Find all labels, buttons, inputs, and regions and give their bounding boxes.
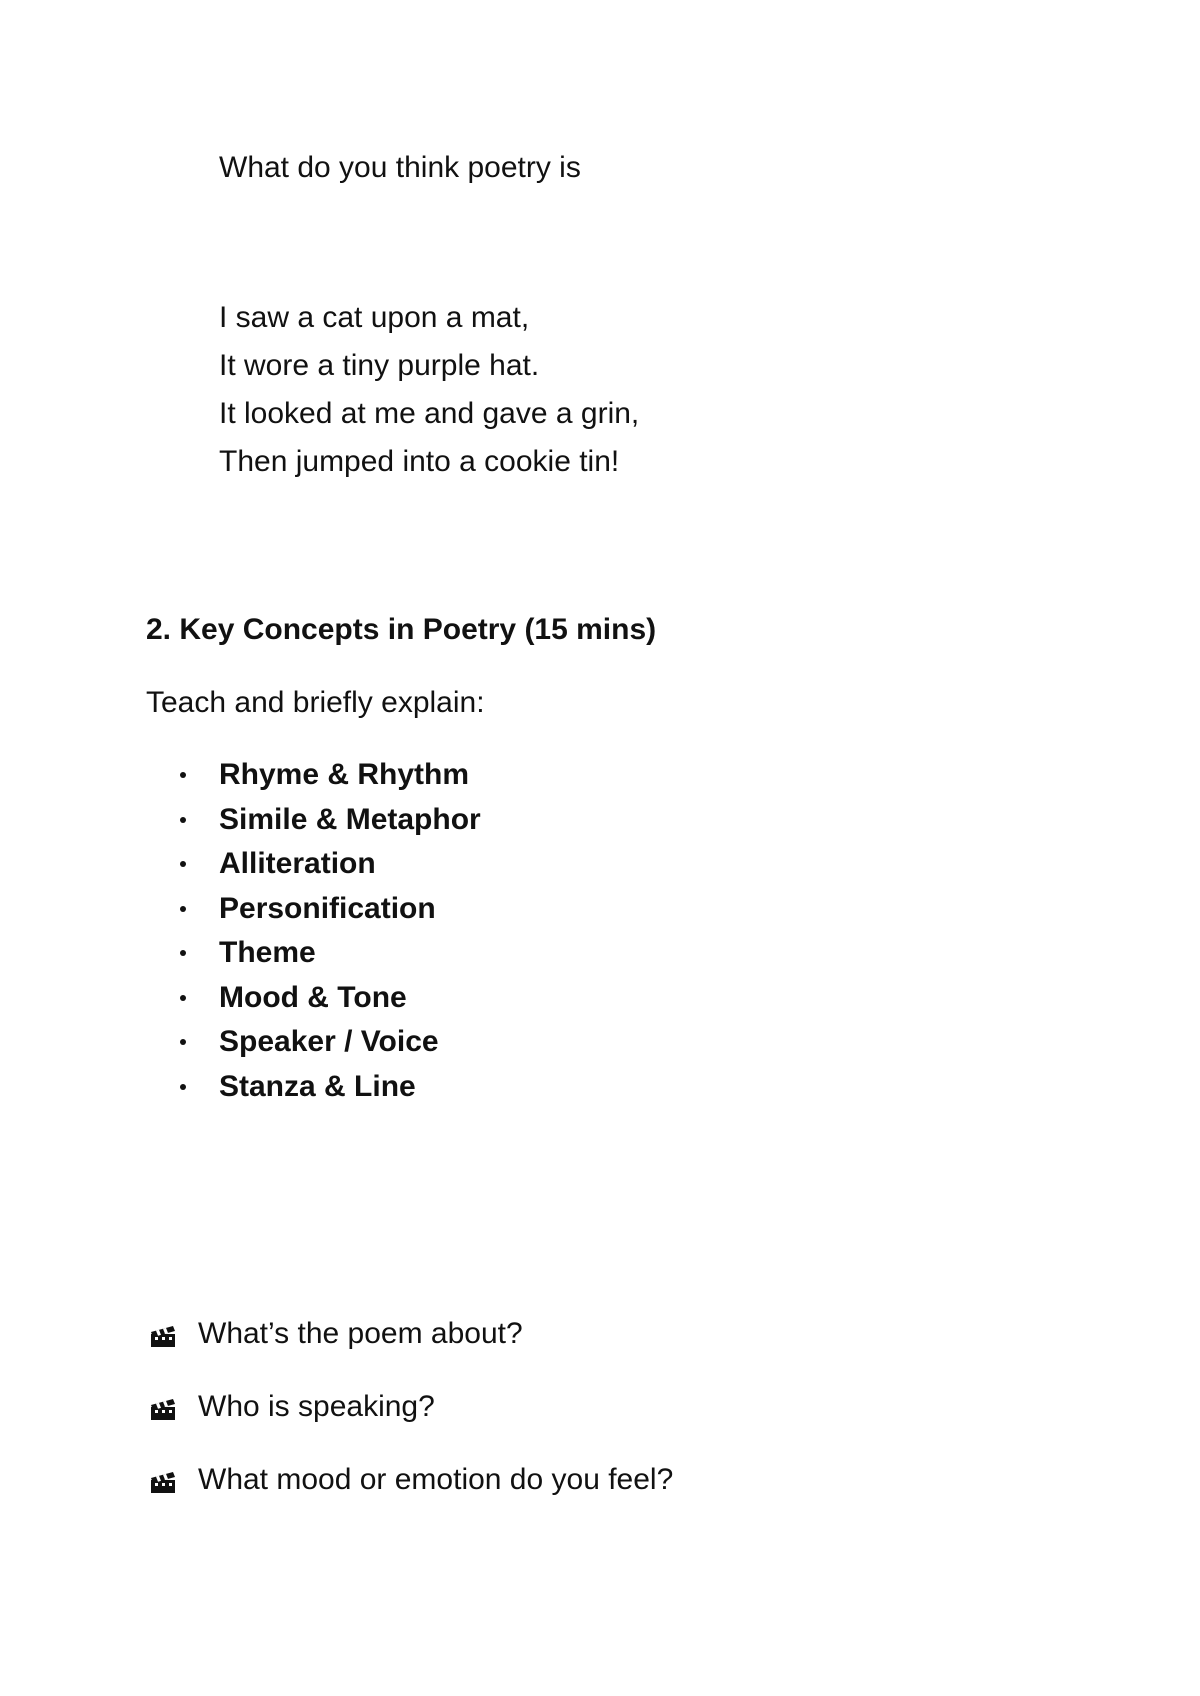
concept-label: Stanza & Line xyxy=(219,1069,416,1103)
sample-poem xyxy=(219,294,639,486)
concept-label: Theme xyxy=(219,936,316,969)
clapperboard-icon xyxy=(150,1324,176,1348)
opening-question: What do you think poetry is xyxy=(219,151,581,184)
section-heading: 2. Key Concepts in Poetry (15 mins) xyxy=(146,613,657,646)
concept-label: Rhyme & Rhythm xyxy=(219,758,470,791)
bullet-icon xyxy=(180,1039,186,1045)
poem-line: It wore a tiny purple hat. xyxy=(219,349,540,382)
concept-label: Alliteration xyxy=(219,847,376,880)
bullet-icon xyxy=(180,906,186,912)
section-instruction: Teach and briefly explain: xyxy=(146,686,485,719)
clapperboard-icon xyxy=(150,1470,176,1494)
poem-line: I saw a cat upon a mat, xyxy=(219,301,530,334)
bullet-icon xyxy=(180,772,186,778)
bullet-icon xyxy=(180,1084,186,1090)
concept-label: Speaker / Voice xyxy=(219,1025,439,1058)
concept-label: Personification xyxy=(219,891,436,925)
clapperboard-icon xyxy=(150,1397,176,1421)
bullet-icon xyxy=(180,861,186,867)
concept-label: Mood & Tone xyxy=(219,980,407,1014)
concept-label: Simile & Metaphor xyxy=(219,802,481,836)
prompt-text: What mood or emotion do you feel? xyxy=(198,1463,674,1496)
bullet-icon xyxy=(180,995,186,1001)
poem-line: It looked at me and gave a grin, xyxy=(219,397,640,430)
bullet-icon xyxy=(180,817,186,823)
prompt-text: Who is speaking? xyxy=(198,1390,435,1423)
bullet-icon xyxy=(180,950,186,956)
prompt-text: What’s the poem about? xyxy=(198,1317,523,1350)
poem-line: Then jumped into a cookie tin! xyxy=(219,445,620,478)
